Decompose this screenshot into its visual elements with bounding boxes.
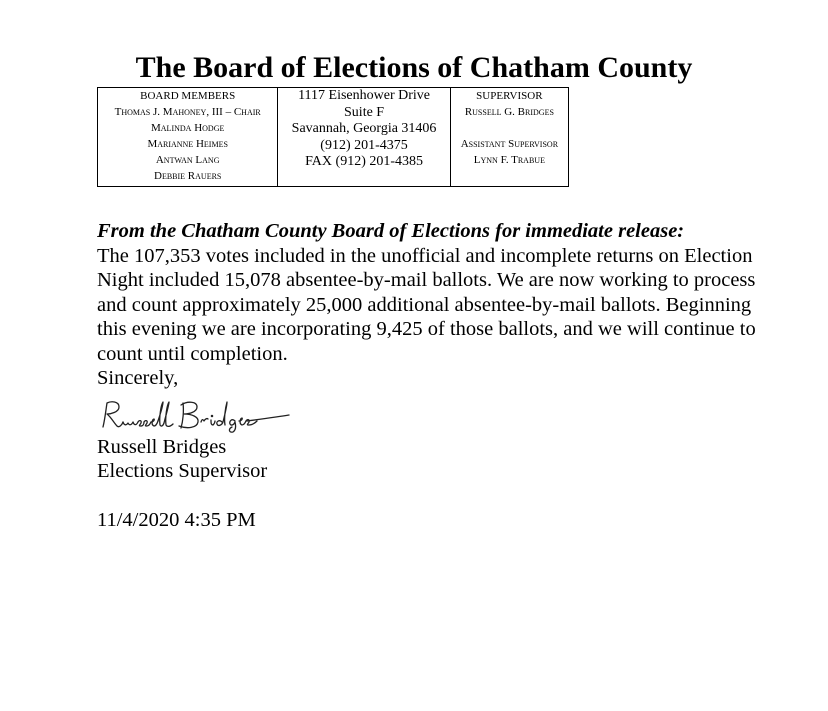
- signature-image: [97, 397, 297, 433]
- board-members-cell: [98, 88, 278, 187]
- board-member: Antwan Lang: [155, 154, 220, 166]
- address-line-3: Savannah, Georgia 31406: [291, 121, 437, 136]
- supervisor-name: Russell G. Bridges: [464, 106, 554, 118]
- address-line-2: Suite F: [344, 104, 385, 120]
- board-member: Debbie Rauers: [154, 170, 222, 182]
- release-heading: From the Chatham County Board of Elections for immediate release:: [97, 220, 685, 242]
- spacer: [451, 120, 568, 136]
- supervisor-heading: SUPERVISOR: [476, 90, 543, 102]
- page-title: The Board of Elections of Chatham County: [135, 51, 693, 84]
- board-member: Malinda Hodge: [151, 122, 225, 134]
- release-section: [97, 219, 757, 532]
- release-timestamp: 11/4/2020 4:35 PM: [97, 508, 256, 531]
- assistant-supervisor-heading: Assistant Supervisor: [460, 138, 559, 150]
- signer-name: Russell Bridges: [97, 435, 227, 458]
- board-member: Marianne Heimes: [147, 138, 228, 150]
- phone-number: (912) 201-4375: [320, 137, 408, 153]
- board-members-heading: BOARD MEMBERS: [140, 90, 236, 102]
- address-line-1: 1117 Eisenhower Drive: [298, 88, 431, 103]
- letterhead-table: [97, 87, 569, 187]
- supervisor-cell: [450, 88, 568, 187]
- release-body: The 107,353 votes included in the unofficial and incomplete returns on Election Night included 15,078 absentee-by-mail ballots. We are now working to process and count approximately 25,000 additional absentee-by-mail ballots. Beginning this evening we are incorporating 9,425 of those ballots, and we will continue to count until completion.: [97, 244, 756, 365]
- signer-title: Elections Supervisor: [97, 460, 268, 482]
- board-member: Thomas J. Mahoney, III – Chair: [114, 106, 261, 118]
- fax-number: FAX (912) 201-4385: [305, 154, 424, 169]
- assistant-supervisor-name: Lynn F. Trabue: [473, 154, 545, 166]
- closing: Sincerely,: [97, 367, 179, 389]
- address-cell: [278, 88, 450, 187]
